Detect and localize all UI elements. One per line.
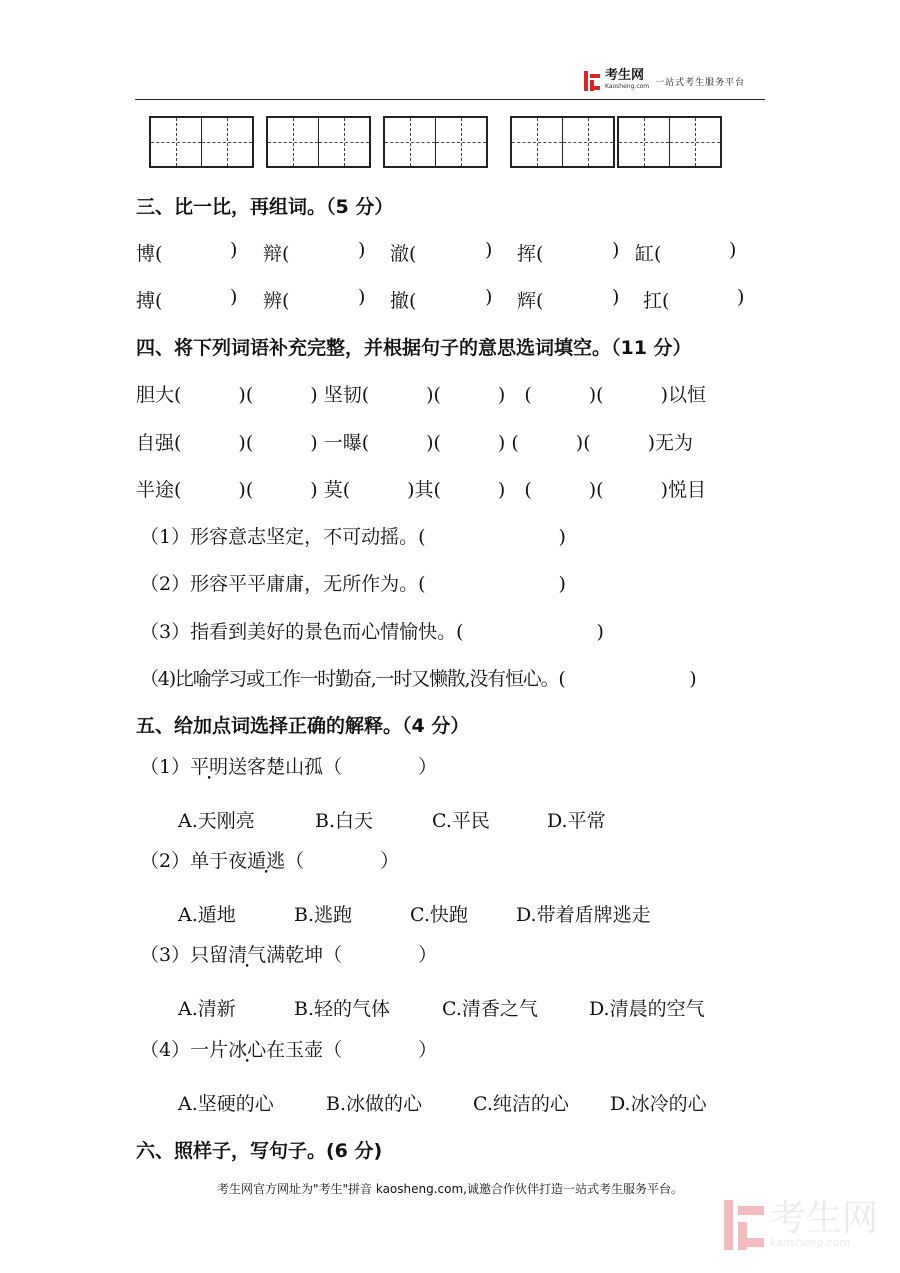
- option-c[interactable]: C.平民: [432, 810, 490, 832]
- section-4-title: 四、将下列词语补充完整，并根据句子的意思选词填空。（11 分）: [136, 337, 692, 359]
- word-item: 挥(: [517, 243, 544, 265]
- option-a[interactable]: A.遁地: [178, 904, 236, 926]
- option-b[interactable]: B.轻的气体: [294, 998, 391, 1020]
- word-item: 搏(: [136, 290, 163, 312]
- watermark-logo-icon: [720, 1200, 766, 1250]
- option-a[interactable]: A.坚硬的心: [178, 1093, 274, 1115]
- word-item: 辉(: [517, 290, 544, 312]
- question-item[interactable]: （1）形容意志坚定，不可动摇。( ): [140, 526, 566, 548]
- word-item: 辩(: [263, 243, 290, 265]
- dotted-word: 平明: [190, 756, 229, 778]
- word-blank[interactable]: ): [358, 286, 366, 308]
- logo-mark-icon: [582, 71, 602, 91]
- watermark-subtext: kaosheng.com: [770, 1236, 851, 1249]
- option-d[interactable]: D.冰冷的心: [610, 1093, 707, 1115]
- writing-grid-1[interactable]: [149, 116, 254, 168]
- word-item: 扛(: [643, 290, 670, 312]
- question-item[interactable]: （3）指看到美好的景色而心情愉快。( ): [140, 621, 604, 643]
- logo-text: 考生网: [605, 68, 645, 83]
- option-c[interactable]: C.纯洁的心: [473, 1093, 569, 1115]
- writing-grid-3[interactable]: [383, 116, 488, 168]
- word-item: 撤(: [390, 290, 417, 312]
- word-blank[interactable]: ): [612, 286, 620, 308]
- dotted-word: 冰心: [228, 1039, 267, 1061]
- option-b[interactable]: B.白天: [315, 810, 374, 832]
- logo-slogan: 一站式考生服务平台: [655, 77, 746, 88]
- watermark-text: 考生网: [770, 1198, 879, 1239]
- question-item: （3）只留清气满乾坤（ ）: [140, 944, 438, 966]
- logo-subtext: Kaosheng.com: [605, 83, 650, 90]
- option-d[interactable]: D.清晨的空气: [589, 998, 705, 1020]
- word-blank[interactable]: ): [737, 286, 745, 308]
- word-blank[interactable]: ): [612, 239, 620, 261]
- option-c[interactable]: C.快跑: [410, 904, 468, 926]
- option-c[interactable]: C.清香之气: [442, 998, 538, 1020]
- question-item: （1）平明送客楚山孤（ ）: [140, 756, 438, 778]
- writing-grid-2[interactable]: [266, 116, 371, 168]
- question-item: （2）单于夜遁逃（ ）: [140, 850, 400, 872]
- word-blank[interactable]: ): [485, 239, 493, 261]
- option-a[interactable]: A.天刚亮: [178, 810, 255, 832]
- idiom-line[interactable]: 胆大( )( ) 坚韧( )( ) ( )( )以恒: [136, 384, 706, 406]
- word-blank[interactable]: ): [358, 239, 366, 261]
- word-blank[interactable]: ): [485, 286, 493, 308]
- page-footer: 考生网官方网址为"考生"拼音 kaosheng.com,诚邀合作伙伴打造一站式考生服务平台。: [216, 1182, 683, 1196]
- option-d[interactable]: D.平常: [547, 810, 606, 832]
- idiom-line[interactable]: 自强( )( ) 一曝( )( ) ( )( )无为: [136, 432, 694, 454]
- word-blank[interactable]: ): [230, 286, 238, 308]
- section-5-title: 五、给加点词选择正确的解释。（4 分）: [136, 715, 470, 737]
- question-item[interactable]: （4)比喻学习或工作一时勤奋,一时又懒散,没有恒心。( ): [140, 668, 696, 690]
- dotted-word: 遁逃: [247, 850, 286, 872]
- word-item: 缸(: [635, 243, 662, 265]
- writing-grid-4[interactable]: [510, 116, 615, 168]
- word-item: 博(: [136, 243, 163, 265]
- option-b[interactable]: B.冰做的心: [326, 1093, 423, 1115]
- word-blank[interactable]: ): [230, 239, 238, 261]
- writing-grid-5[interactable]: [617, 116, 722, 168]
- option-a[interactable]: A.清新: [178, 998, 236, 1020]
- word-item: 辨(: [263, 290, 290, 312]
- watermark: [720, 1200, 878, 1250]
- question-item[interactable]: （2）形容平平庸庸，无所作为。( ): [140, 573, 566, 595]
- idiom-line[interactable]: 半途( )( ) 莫( )其( ) ( )( )悦目: [136, 479, 706, 501]
- word-item: 澈(: [390, 243, 417, 265]
- section-6-title: 六、照样子，写句子。(6 分): [136, 1140, 383, 1162]
- site-logo: [582, 70, 745, 92]
- question-item: （4）一片冰心在玉壶（ ）: [140, 1039, 438, 1061]
- header-divider: [135, 99, 765, 100]
- dotted-word: 清气: [228, 944, 267, 966]
- option-b[interactable]: B.逃跑: [294, 904, 353, 926]
- word-blank[interactable]: ): [729, 239, 737, 261]
- option-d[interactable]: D.带着盾牌逃走: [516, 904, 651, 926]
- section-3-title: 三、比一比，再组词。（5 分）: [136, 196, 394, 218]
